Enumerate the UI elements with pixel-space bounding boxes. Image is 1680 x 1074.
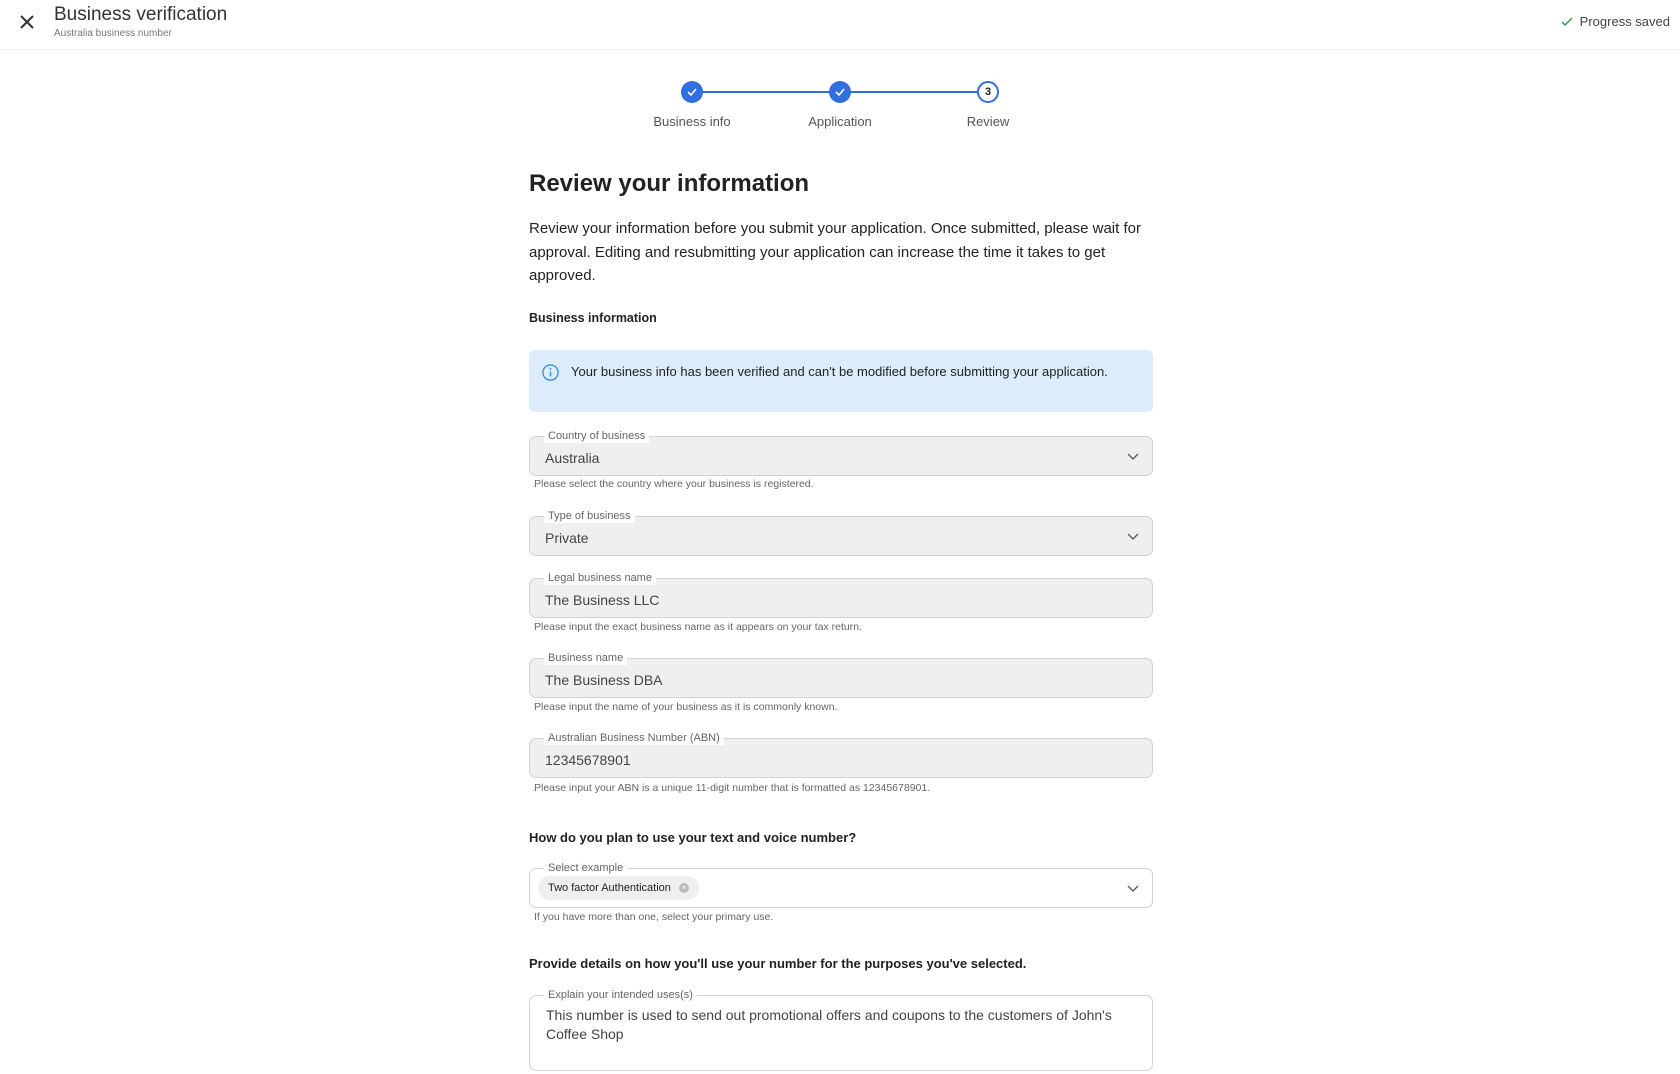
step-2-complete-icon [829,81,851,103]
field-label: Explain your intended uses(s) [544,988,697,1002]
field-helper: Please input the name of your business as it is commonly known. [534,701,838,713]
field-value: The Business LLC [545,592,660,608]
country-select[interactable] [529,430,1153,476]
field-helper: If you have more than one, select your primary use. [534,911,774,923]
progress-status [1560,14,1670,29]
field-helper: Please input the exact business name as it appears on your tax return. [534,621,863,633]
step-3-current: 3 [977,81,999,103]
field-helper: Please select the country where your business is registered. [534,478,814,490]
selected-chip [538,876,699,900]
legal-name-field[interactable] [529,572,1153,618]
business-info-title: Business information [529,311,657,325]
chip-remove-icon[interactable]: × [679,883,689,893]
textarea-value: This number is used to send out promotional offers and coupons to the customers of John's Coffee Shop [546,1007,1112,1042]
field-label: Select example [544,861,627,875]
chevron-down-icon [1126,881,1140,895]
business-type-select[interactable] [529,510,1153,556]
step-label: Application [808,114,872,129]
step-label: Business info [653,114,731,129]
field-label: Type of business [544,509,635,523]
step-1-complete-icon [681,81,703,103]
details-question: Provide details on how you'll use your number for the purposes you've selected. [529,956,1027,971]
progress-status-text: Progress saved [1579,14,1670,29]
usage-select[interactable] [529,862,1153,908]
check-icon [1560,15,1574,29]
field-value: The Business DBA [545,672,663,688]
step-label: Review [966,114,1010,129]
field-value: 12345678901 [545,752,631,768]
business-name-field[interactable] [529,652,1153,698]
chip-label: Two factor Authentication [548,882,671,894]
abn-field[interactable] [529,732,1153,778]
field-label: Australian Business Number (ABN) [544,731,724,745]
usage-question: How do you plan to use your text and voice number? [529,830,857,845]
top-bar [0,0,1680,50]
intended-uses-textarea[interactable] [529,989,1153,1071]
field-label: Legal business name [544,571,656,585]
field-value: Private [545,530,589,546]
field-label: Country of business [544,429,649,443]
step-connector [840,91,988,93]
intro-text: Review your information before you submit your application. Once submitted, please wait for approval. Editing and resubmitting your application can increase the time it takes to get approved. [529,220,1141,284]
chevron-down-icon [1126,449,1140,463]
field-value: Australia [545,450,600,466]
step-connector [692,91,840,93]
field-helper: Please input your ABN is a unique 11-digit number that is formatted as 12345678901. [534,782,931,794]
page-subtitle: Australia business number [54,28,172,39]
info-banner [529,350,1153,412]
section-heading: Review your information [529,170,810,197]
info-icon [541,363,560,382]
close-icon[interactable] [16,11,38,33]
field-label: Business name [544,651,627,665]
chevron-down-icon [1126,529,1140,543]
page-title: Business verification [54,4,228,25]
info-banner-text: Your business info has been verified and can't be modified before submitting your application. [571,364,1108,379]
